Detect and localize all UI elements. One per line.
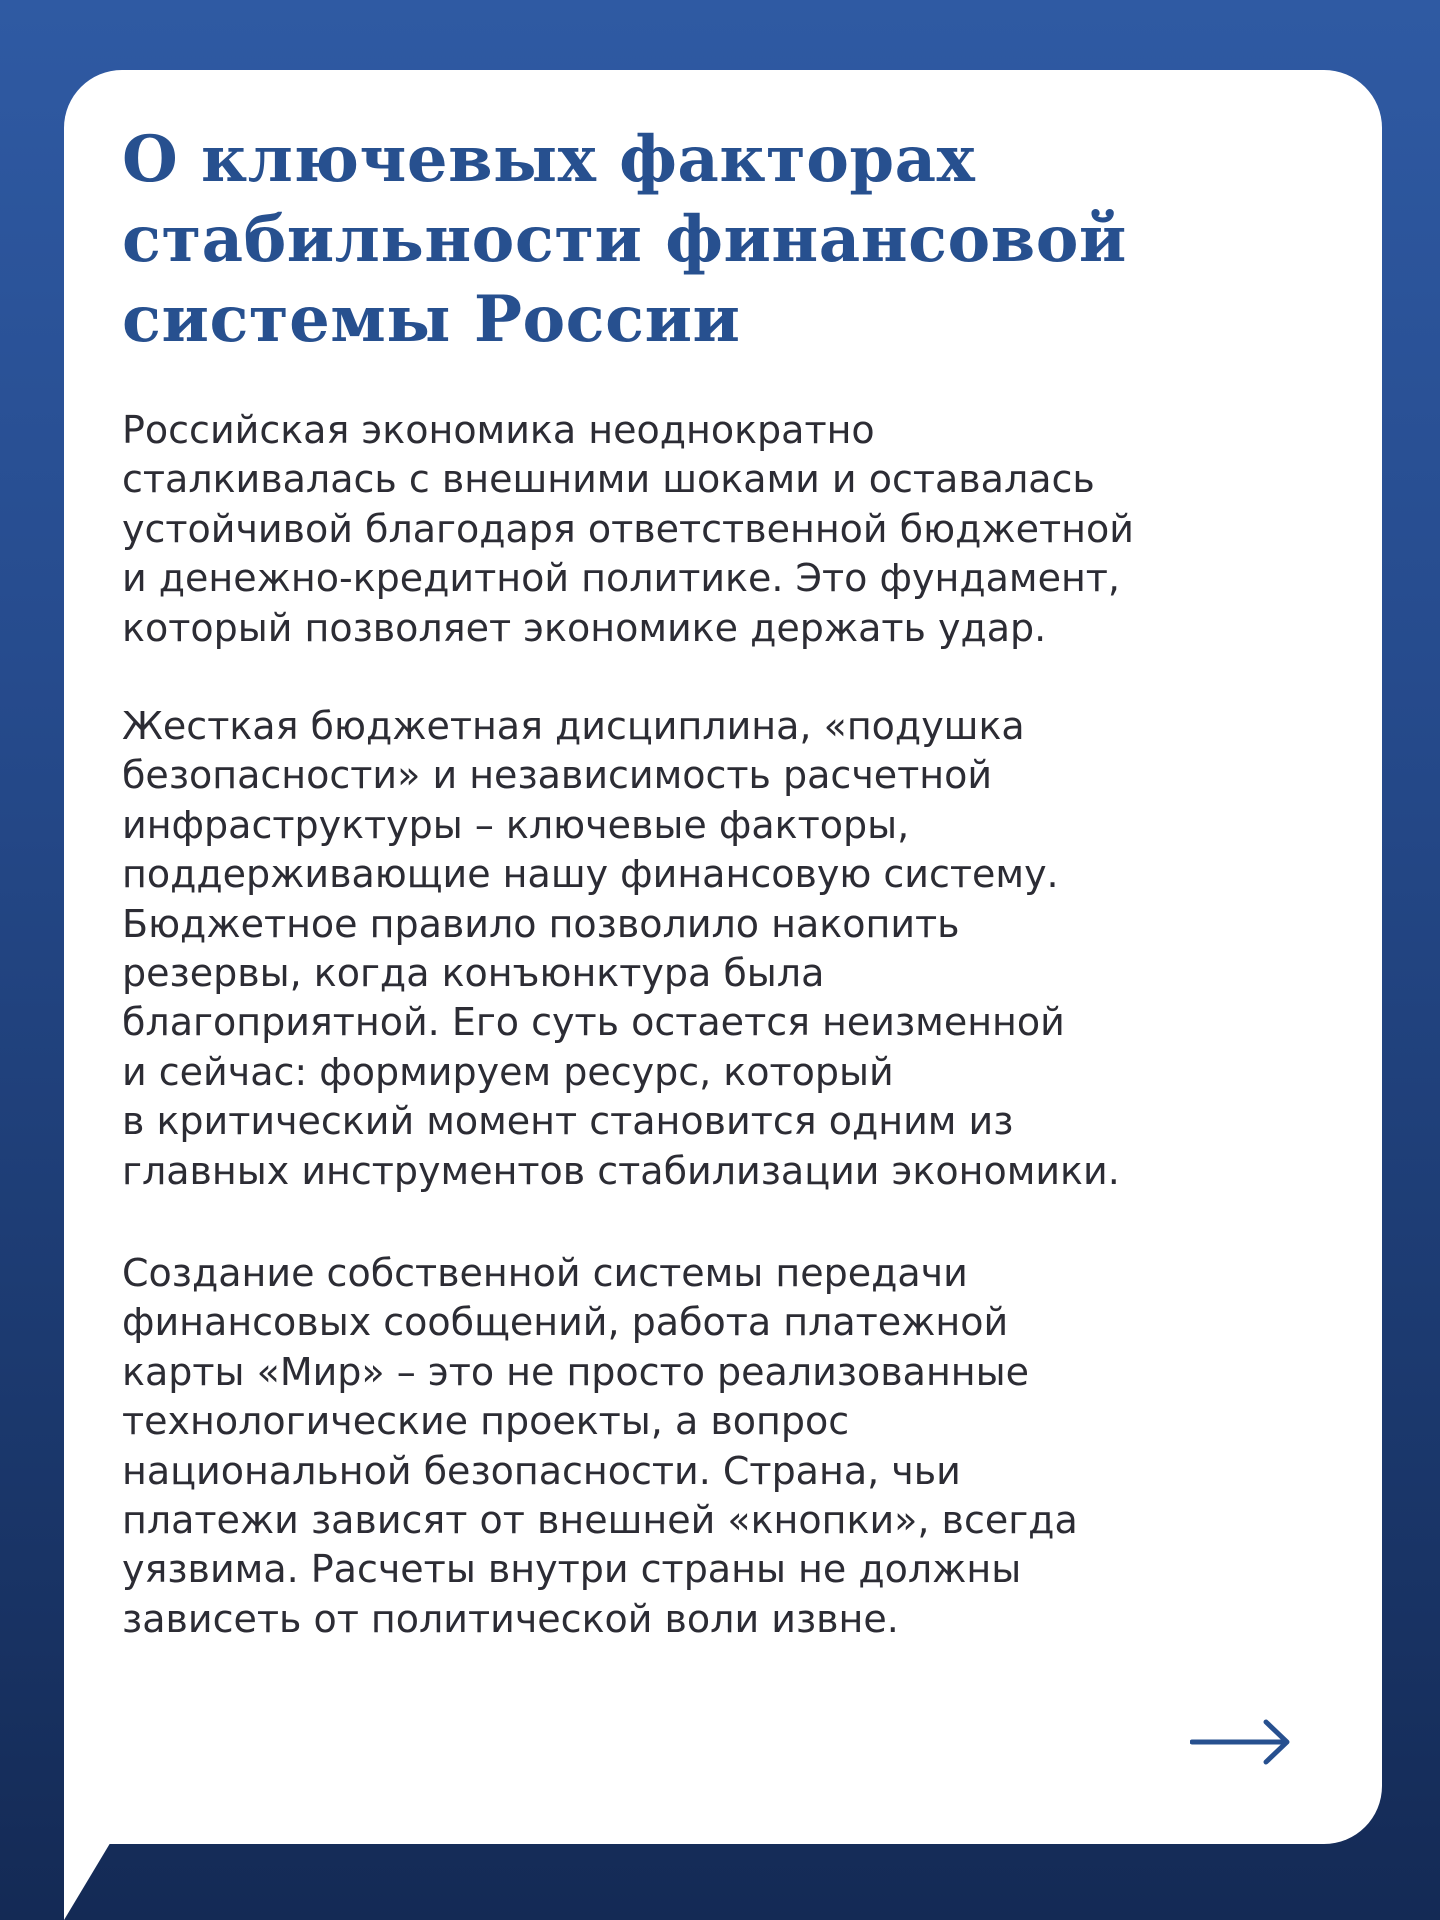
paragraph-1: Российская экономика неоднократно сталкивалась с внешними шоками и оставалась устойчивой благодаря ответственной бюджетной и денежно-кредитной политике. Это фундамент, который позволяет экономике держать удар.	[122, 408, 1134, 650]
card-tail	[64, 1840, 112, 1920]
page-title: О ключевых факторах стабильности финансовой системы России	[122, 122, 1127, 357]
arrow-right-icon[interactable]	[1190, 1718, 1292, 1766]
paragraph-2: Жесткая бюджетная дисциплина, «подушка безопасности» и независимость расчетной инфраструктуры – ключевые факторы, поддерживающие нашу финансовую систему. Бюджетное правило позволило накопить резервы, когда конъюнктура была благоприятной. Его суть остается неизменной и сейчас: формируем ресурс, который в критический момент становится одним из главных инструментов стабилизации экономики.	[122, 704, 1120, 1193]
paragraph-3: Создание собственной системы передачи финансовых сообщений, работа платежной карты «Мир» – это не просто реализованные технологические проекты, а вопрос национальной безопасности. Страна, чьи платежи зависят от внешней «кнопки», всегда уязвима. Расчеты внутри страны не должны зависеть от политической воли извне.	[122, 1251, 1078, 1641]
